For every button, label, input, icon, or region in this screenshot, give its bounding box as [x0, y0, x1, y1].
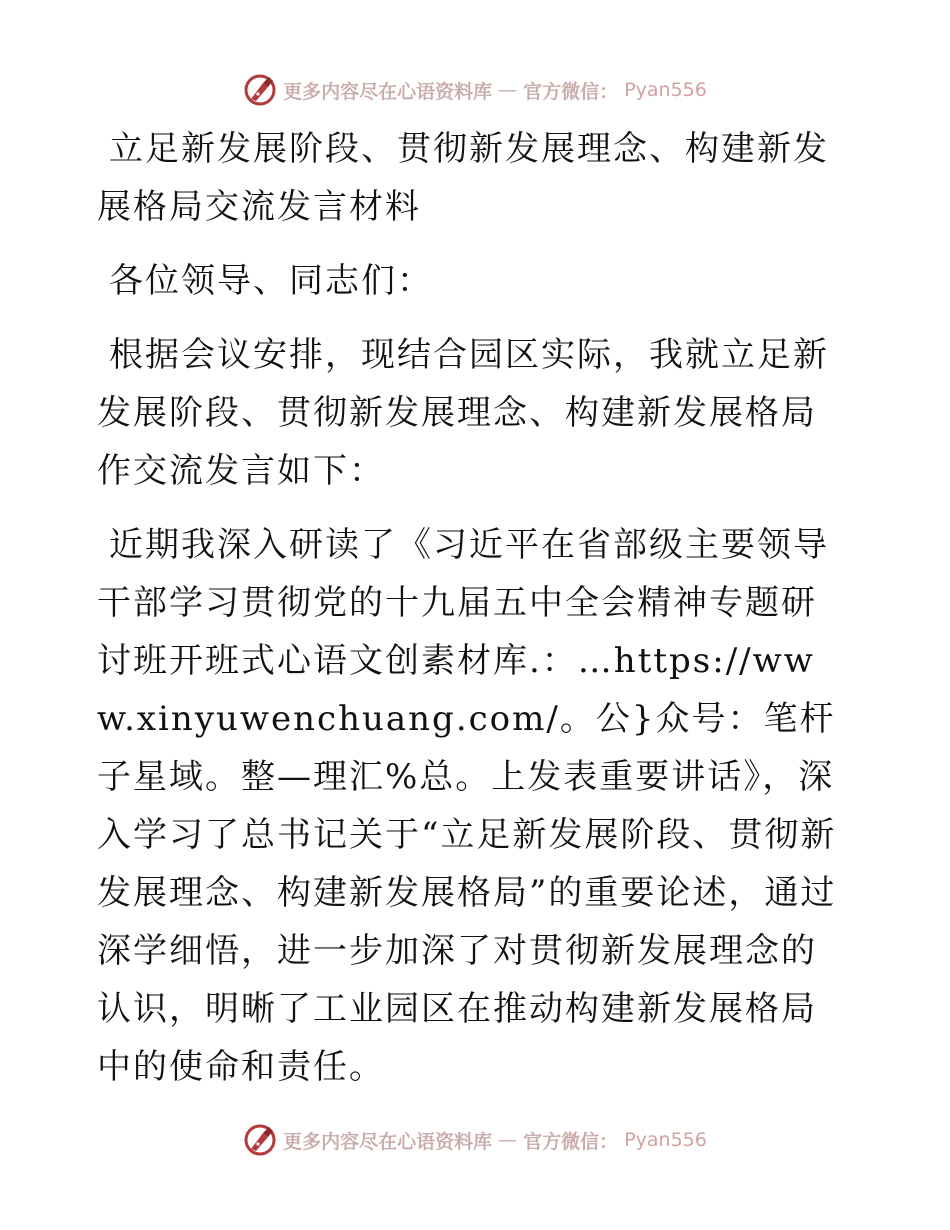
header-separator: — — [498, 79, 518, 101]
header-official-label: 官方微信： — [523, 80, 619, 103]
footer-separator: — — [498, 1129, 518, 1151]
document-paragraph-1: 根据会议安排，现结合园区实际，我就立足新发展阶段、贯彻新发展理念、构建新发展格局作交流发言如下： — [97, 335, 829, 491]
footer-banner — [0, 1120, 950, 1160]
footer-wechat-id: Pyan556 — [624, 1129, 707, 1151]
document-body — [97, 120, 852, 1112]
pen-nib-logo-icon — [243, 1123, 277, 1157]
footer-official-label: 官方微信： — [523, 1130, 619, 1153]
header-wechat-id: Pyan556 — [624, 79, 707, 101]
document-title: 立足新发展阶段、贯彻新发展理念、构建新发展格局交流发言材料 — [97, 129, 829, 227]
document-paragraph-2: 近期我深入研读了《习近平在省部级主要领导干部学习贯彻党的十九届五中全会精神专题研讨班开班式心语文创素材库.：…https://www.xinyuwenchuang.com/。公}众号：笔杆子星域。整—理汇%总。上发表重要讲话》，深入学习了总书记关于“立足新发展阶段、贯彻新发展理念、构建新发展格局”的重要论述，通过深学细悟，进一步加深了对贯彻新发展理念的认识，明晰了工业园区在推动构建新发展格局中的使命和责任。 — [97, 525, 837, 1087]
pen-nib-logo-icon — [243, 73, 277, 107]
header-banner — [0, 70, 950, 110]
footer-brand-text: 更多内容尽在心语资料库 — [283, 1130, 493, 1153]
document-salutation: 各位领导、同志们： — [109, 261, 433, 301]
header-brand-text: 更多内容尽在心语资料库 — [283, 80, 493, 103]
